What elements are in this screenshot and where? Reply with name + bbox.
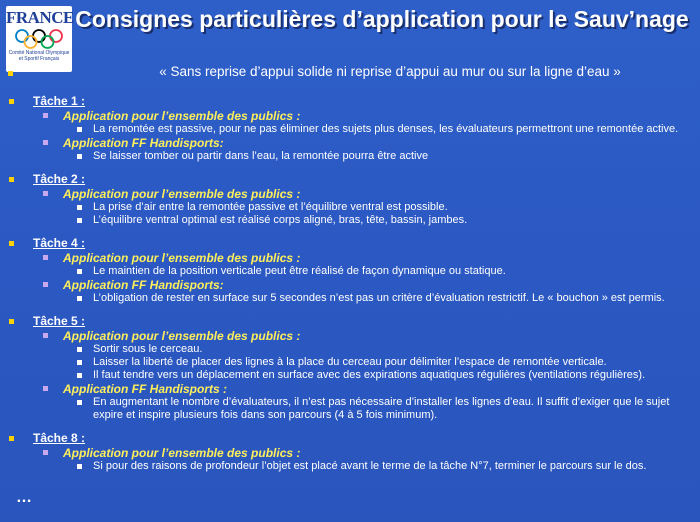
bullet-square-icon: [9, 436, 14, 441]
task-label-text: Tâche 5 :: [33, 314, 86, 328]
slide-title: Consignes particulières d’application pour le Sauv’nage: [75, 6, 689, 32]
instruction-text: Si pour des raisons de profondeur l’objet est placé avant le terme de la tâche N°7, terminer le parcours sur le dos.: [93, 460, 647, 472]
bullet-square-icon: [9, 177, 14, 182]
task-label: [0, 236, 700, 251]
category-title: Application pour l’ensemble des publics :: [63, 446, 301, 460]
bullet-square-icon: [77, 269, 82, 274]
category-title: Application pour l’ensemble des publics :: [63, 251, 301, 265]
task-list: [0, 94, 700, 482]
task-block: [0, 94, 700, 163]
instruction-item: [0, 356, 700, 369]
category-title: Application FF Handisports:: [63, 136, 224, 150]
instruction-item: [0, 292, 700, 305]
olympic-rings-icon: [11, 28, 67, 50]
instruction-item: [0, 396, 700, 422]
application-category: [0, 446, 700, 460]
application-category: [0, 136, 700, 150]
category-title: Application pour l’ensemble des publics :: [63, 187, 301, 201]
application-category: [0, 329, 700, 343]
application-category: [0, 109, 700, 123]
category-title: Application pour l’ensemble des publics :: [63, 329, 301, 343]
instruction-text: En augmentant le nombre d’évaluateurs, il n’est pas nécessaire d’installer les lignes d’eau. Il suffit d’exiger que le sujet expire et inspire plusieurs fois dans son parcours (4 à 5 fois minimum).: [93, 396, 670, 421]
logo-title: FRANCE: [6, 8, 74, 27]
application-category: [0, 251, 700, 265]
bullet-square-icon: [77, 218, 82, 223]
bullet-square-icon: [43, 282, 48, 287]
category-title: Application pour l’ensemble des publics :: [63, 109, 301, 123]
task-block: [0, 431, 700, 473]
task-label-text: Tâche 4 :: [33, 236, 86, 250]
bullet-square-icon: [43, 191, 48, 196]
instruction-item: [0, 460, 700, 473]
task-label-text: Tâche 1 :: [33, 94, 86, 108]
instruction-item: [0, 369, 700, 382]
instruction-item: [0, 150, 700, 163]
instruction-text: L’obligation de rester en surface sur 5 secondes n’est pas un critère d’évaluation restrictif. Le « bouchon » est permis.: [93, 292, 665, 304]
bullet-square-icon: [77, 205, 82, 210]
instruction-text: Le maintien de la position verticale peut être réalisé de façon dynamique ou statique.: [93, 265, 506, 277]
bullet-square-icon: [77, 127, 82, 132]
bullet-square-icon: [43, 450, 48, 455]
bullet-square-icon: [77, 400, 82, 405]
bullet-square-icon: [77, 360, 82, 365]
task-label: [0, 172, 700, 187]
task-block: [0, 236, 700, 305]
bullet-square-icon: [77, 464, 82, 469]
instruction-text: Laisser la liberté de placer des lignes à la place du cerceau pour délimiter l’espace de remontée verticale.: [93, 356, 607, 368]
instruction-item: [0, 123, 700, 136]
instruction-text: Il faut tendre vers un déplacement en surface avec des expirations aquatiques régulières (ventilations régulières).: [93, 369, 646, 381]
instruction-text: L’équilibre ventral optimal est réalisé corps aligné, bras, tête, bassin, jambes.: [93, 214, 468, 226]
task-block: [0, 314, 700, 422]
instruction-item: [0, 265, 700, 278]
bullet-square-icon: [43, 255, 48, 260]
instruction-text: La prise d’air entre la remontée passive et l’équilibre ventral est possible.: [93, 201, 448, 213]
bullet-square-icon: [9, 241, 14, 246]
ellipsis: …: [16, 489, 33, 506]
instruction-item: [0, 343, 700, 356]
application-category: [0, 278, 700, 292]
category-title: Application FF Handisports :: [63, 382, 227, 396]
bullet-square-icon: [8, 71, 13, 76]
task-label-text: Tâche 2 :: [33, 172, 86, 186]
category-title: Application FF Handisports:: [63, 278, 224, 292]
bullet-square-icon: [77, 347, 82, 352]
logo-caption: Comité National Olympique et Sportif Français: [8, 50, 70, 62]
task-block: [0, 172, 700, 227]
bullet-square-icon: [9, 319, 14, 324]
task-label-text: Tâche 8 :: [33, 431, 86, 445]
instruction-item: [0, 214, 700, 227]
instruction-text: Se laisser tomber ou partir dans l’eau, la remontée pourra être active: [93, 150, 429, 162]
bullet-square-icon: [43, 333, 48, 338]
instruction-text: La remontée est passive, pour ne pas éliminer des sujets plus denses, les évaluateurs permettront une remontée active.: [93, 123, 679, 135]
bullet-square-icon: [43, 386, 48, 391]
bullet-square-icon: [77, 154, 82, 159]
instruction-text: Sortir sous le cerceau.: [93, 343, 203, 355]
application-category: [0, 187, 700, 201]
bullet-square-icon: [77, 296, 82, 301]
bullet-square-icon: [77, 373, 82, 378]
slide-subtitle: « Sans reprise d’appui solide ni reprise d’appui au mur ou sur la ligne d’eau »: [159, 64, 621, 79]
task-label: [0, 94, 700, 109]
bullet-square-icon: [43, 140, 48, 145]
application-category: [0, 382, 700, 396]
bullet-square-icon: [9, 99, 14, 104]
bullet-square-icon: [43, 113, 48, 118]
cnosf-logo: [6, 6, 72, 72]
task-label: [0, 431, 700, 446]
instruction-item: [0, 201, 700, 214]
task-label: [0, 314, 700, 329]
